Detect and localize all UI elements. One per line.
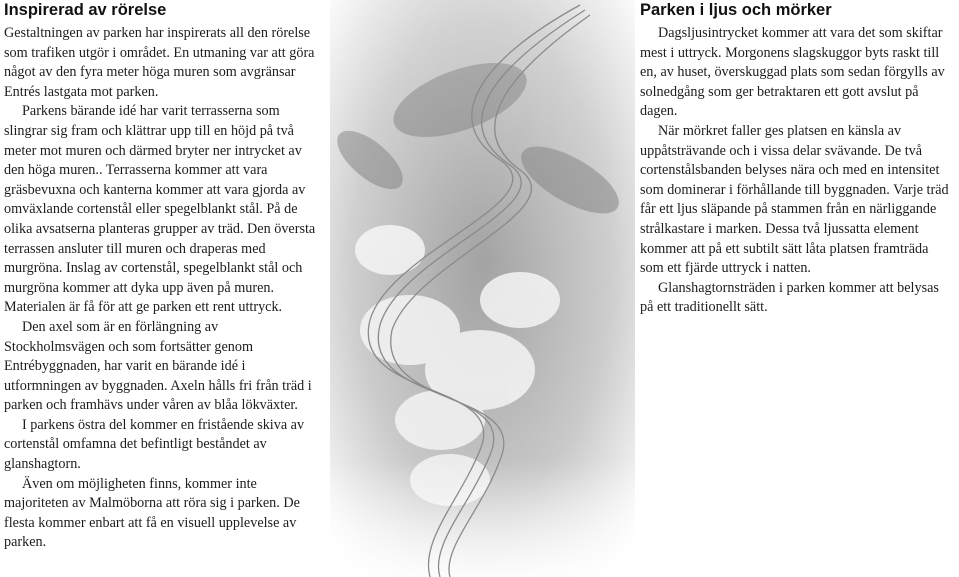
paragraph: När mörkret faller ges platsen en känsla av uppåtsträvande och i vissa delar svävande. De två cortenstålsbanden belyses nära och med en intensitet som dominerar i förhållande till byggnaden. Varje träd får ett ljus släpande på stammen från en närliggande strålkastare i marken. Dessa två ljussatta element kommer att på ett subtilt sätt låta platsen framträda som ett fjärde uttryck i natten. (640, 122, 949, 277)
paragraph: Även om möjligheten finns, kommer inte majoriteten av Malmöborna att röra sig i parken. De flesta kommer enbart att få en visuell upplevelse av parken. (4, 475, 300, 551)
paragraph: I parkens östra del kommer en fristående skiva av cortenstål omfamna det befintligt beståndet av glanshagtorn. (4, 416, 305, 473)
paragraph: Dagsljusintrycket kommer att vara det som skiftar mest i uttryck. Morgonens slagskuggor byts raskt till en, av huset, överskuggad plats som sedan förgylls av solnedgång som ger betraktaren ett gott avslut på dagen. (640, 25, 945, 120)
section-heading-movement: Inspirerad av rörelse (4, 1, 167, 19)
paragraph: Den axel som är en förlängning av Stockholmsvägen och som fortsätter genom Entrébyggnaden, har varit en bärande idé i utformningen av byggnaden. Axeln hålls fri från träd i parken och framhävs under våren av blåa lökväxter. (4, 318, 312, 414)
paragraph: Gestaltningen av parken har inspirerats all den rörelse som trafiken utgör i området. En utmaning var att göra något av den fyra meter höga muren som avgränsar Entrés lastgata mot parken. (4, 25, 315, 100)
paragraph: Parkens bärande idé har varit terrasserna som slingrar sig fram och klättrar upp till en höjd på två meter mot muren och därmed bryter ner intrycket av den höga muren.. Terrasserna kommer att vara gräsbevuxna och kanterna kommer att vara gjorda av omväxlande cortenstål eller spegelblankt stål. På de olika avsatserna planteras grupper av träd. Den översta terrassen ansluter till muren och draperas med murgröna. Inslag av cortenstål, spegelblankt stål och murgröna kommer att dyka upp även på muren. Materialen är få för att ge parken ett rent uttryck. (4, 103, 316, 316)
left-column (4, 0, 320, 553)
blossom-illustration (330, 0, 635, 577)
section-heading-light-dark: Parken i ljus och mörker (640, 1, 832, 19)
right-column (640, 0, 950, 318)
paragraph: Glanshagtornsträden i parken kommer att belysas på ett traditionellt sätt. (640, 279, 939, 316)
